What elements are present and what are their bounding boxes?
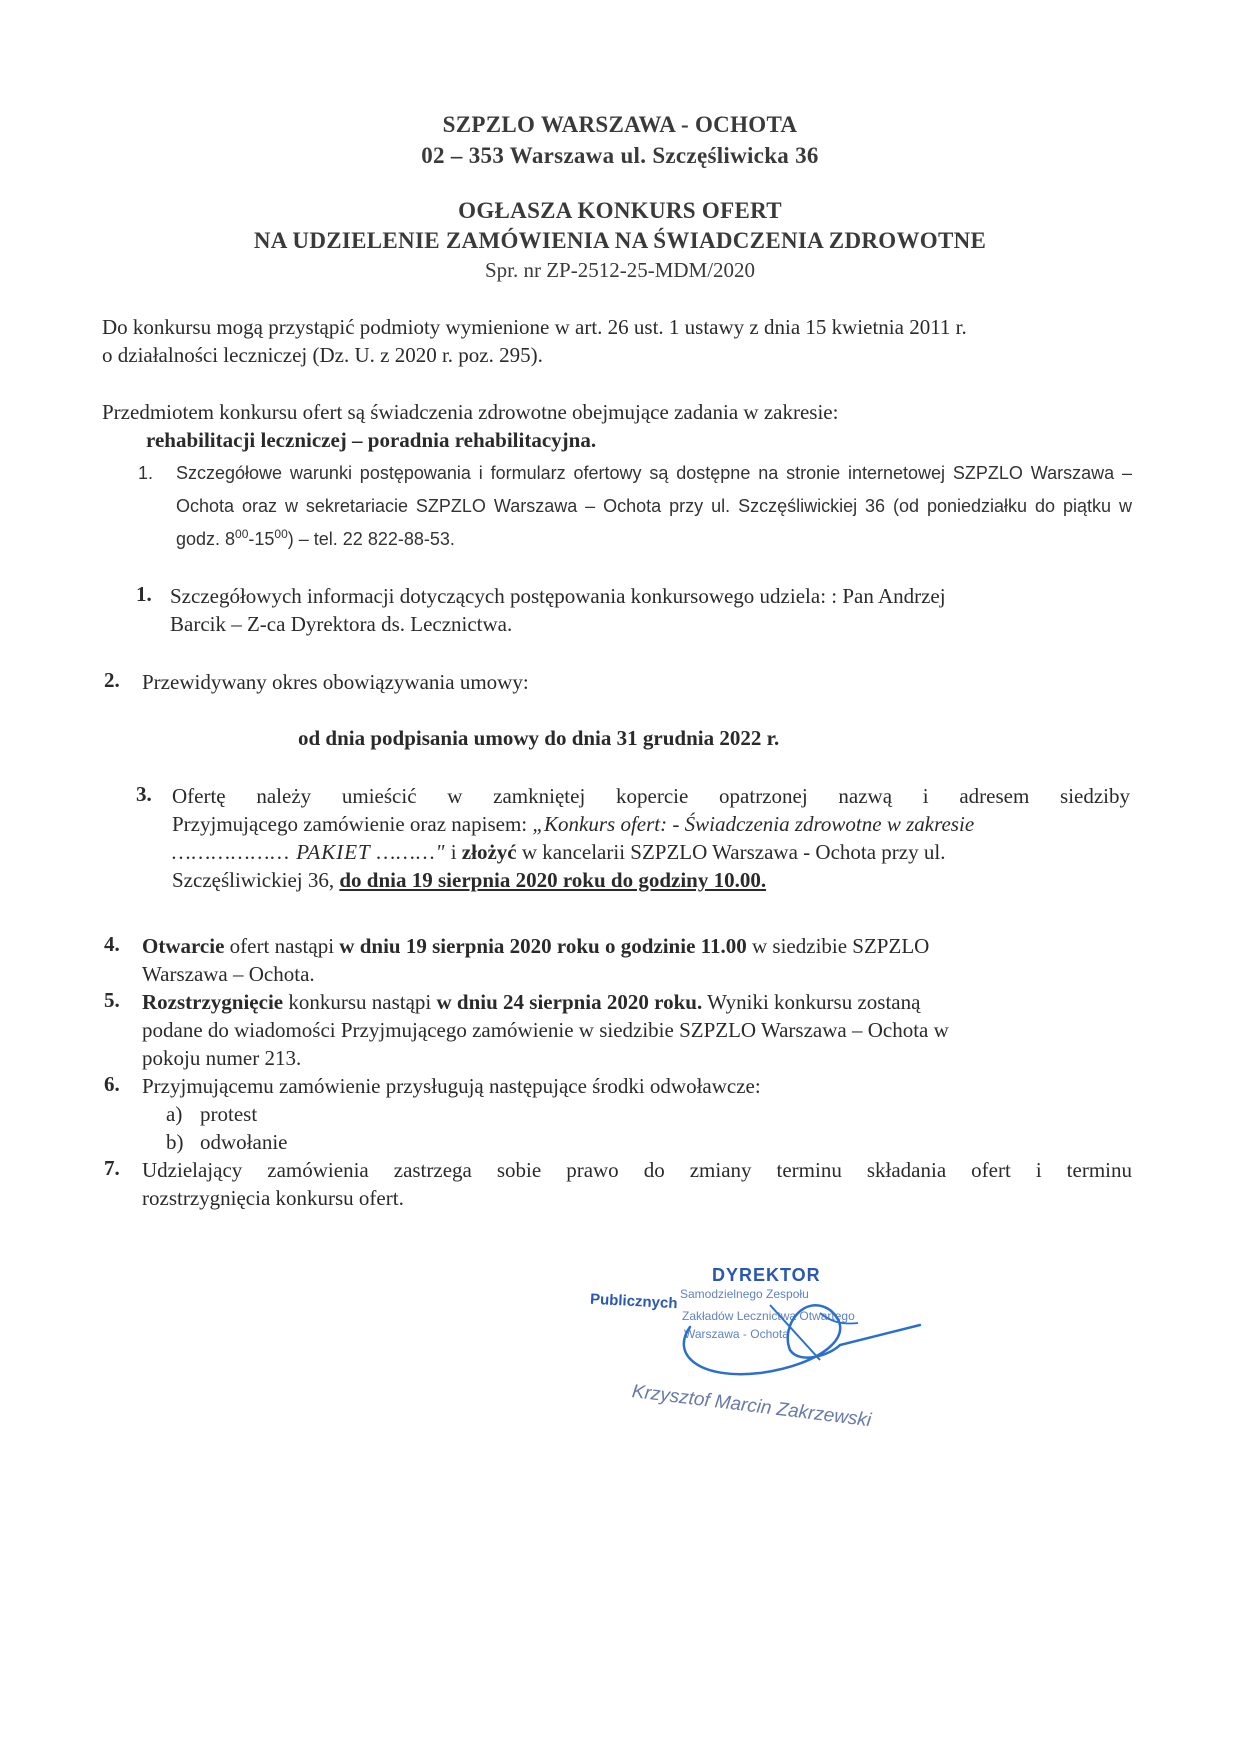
sans-point-text [176,457,1132,556]
org-address: 02 – 353 Warszawa ul. Szczęśliwicka 36 [421,143,819,168]
point-3-line-1: Ofertę należy umieścić w zamkniętej kopercie opatrzonej nazwą i adresem siedziby [172,784,1130,808]
point-6-text: Przyjmującemu zamówienie przysługują następujące środki odwoławcze: [142,1074,761,1098]
point-7-text [142,1156,1132,1212]
point-4-t2: w siedzibie SZPZLO [746,934,930,958]
subject-paragraph [102,398,1142,454]
point-2-text: Przewidywany okres obowiązywania umowy: [142,670,529,694]
contract-period: od dnia podpisania umowy do dnia 31 grudnia 2022 r. [298,726,780,750]
announcement-title: OGŁASZA KONKURS OFERT [458,198,782,223]
point-3-line-4-a: Szczęśliwickiej 36, [172,868,340,892]
case-reference: Spr. nr ZP-2512-25-MDM/2020 [484,258,756,282]
director-stamp [590,1265,950,1435]
point-3-number: 3. [136,782,152,806]
point-6-number: 6. [104,1072,120,1096]
hour-start-sup: 00 [235,527,249,541]
point-7-line-2: rozstrzygnięcia konkursu ofert. [142,1186,404,1210]
stamp-line-1b: Samodzielnego Zespołu [680,1287,809,1301]
subject-line-2: rehabilitacji leczniczej – poradnia rehabilitacyjna. [146,428,597,452]
point-3-line-2-a: Przyjmującego zamówienie oraz napisem: [172,812,533,836]
stamp-line-3: Warszawa - Ochota [684,1327,789,1341]
hour-end-sup: 00 [274,527,288,541]
sans-point-number: 1. [138,463,154,483]
point-6-b-text: odwołanie [200,1130,288,1154]
point-1-number: 1. [136,582,152,606]
stamp-line-2: Zakładów Lecznictwa Otwartego [682,1309,855,1323]
point-1-line-1: Szczegółowych informacji dotyczących postępowania konkursowego udziela: : Pan Andrzej [170,584,946,608]
intro-line-2: o działalności leczniczej (Dz. U. z 2020 r. poz. 295). [102,343,543,367]
point-4-line-2: Warszawa – Ochota. [142,962,315,986]
point-6-b-label: b) [166,1130,184,1154]
point-3-envelope-label: „Konkurs ofert: - Świadczenia zdrowotne w zakresie [532,812,975,836]
point-1-text [170,582,1130,638]
stamp-line-1a: Publicznych [589,1290,678,1313]
point-6-a-text: protest [200,1102,258,1126]
point-5-b1: Rozstrzygnięcie [142,990,284,1014]
point-3-pakiet: ……………… PAKIET ………" [172,840,446,864]
point-3-text [172,782,1130,894]
point-3-line-3-d: w kancelarii SZPZLO Warszawa - Ochota przy ul. [516,840,946,864]
point-5-number: 5. [104,988,120,1012]
point-3-line-2 [172,810,1130,838]
point-4-line-1 [142,932,1132,960]
point-4-number: 4. [104,932,120,956]
point-5-t2: Wyniki konkursu zostaną [702,990,921,1014]
point-5-line-3: pokoju numer 213. [142,1046,302,1070]
hour-dash: -15 [248,529,275,549]
point-1-line-2: Barcik – Z-ca Dyrektora ds. Lecznictwa. [170,612,513,636]
org-name: SZPZLO WARSZAWA - OCHOTA [442,112,798,137]
point-7-number: 7. [104,1156,120,1180]
announcement-subtitle: NA UDZIELENIE ZAMÓWIENIA NA ŚWIADCZENIA ZDROWOTNE [253,228,987,253]
point-5-t1: konkursu nastąpi [283,990,437,1014]
point-6-a-label: a) [166,1102,183,1126]
sans-point-text-b: ) – tel. 22 822-88-53. [287,529,455,549]
intro-line-1: Do konkursu mogą przystąpić podmioty wymienione w art. 26 ust. 1 ustawy z dnia 15 kwietnia 2011 r. [102,315,967,339]
point-2-number: 2. [104,668,120,692]
submission-deadline: do dnia 19 sierpnia 2020 roku do godziny 10.00. [339,868,767,892]
point-4-text [142,932,1132,988]
opening-date: w dniu 19 sierpnia 2020 roku o godzinie 11.00 [339,934,747,958]
sans-point-text-a: Szczegółowe warunki postępowania i formularz ofertowy są dostępne na stronie internetowej SZPZLO Warszawa – Ochota oraz w sekretariacie SZPZLO Warszawa – Ochota przy ul. Szczęśliwickiej 36 (od poniedziałku do piątku w godz. 8 [176,463,1132,549]
director-name: Krzysztof Marcin Zakrzewski [630,1381,873,1432]
point-3-submit: złożyć [461,840,517,864]
intro-paragraph [102,313,1142,369]
point-3-line-4 [172,866,1130,894]
point-3-line-3 [172,838,1130,866]
point-5-text [142,988,1132,1072]
point-5-line-1 [142,988,1132,1016]
point-7-line-1: Udzielający zamówienia zastrzega sobie prawo do zmiany terminu składania ofert i terminu [142,1158,1132,1182]
point-5-line-2: podane do wiadomości Przyjmującego zamówienie w siedzibie SZPZLO Warszawa – Ochota w [142,1018,949,1042]
subject-line-1: Przedmiotem konkursu ofert są świadczenia zdrowotne obejmujące zadania w zakresie: [102,400,839,424]
point-4-b1: Otwarcie [142,934,225,958]
stamp-title: DYREKTOR [712,1265,821,1285]
resolution-date: w dniu 24 sierpnia 2020 roku. [436,990,703,1014]
point-3-line-3-b: i [445,840,462,864]
point-4-t1: ofert nastąpi [224,934,340,958]
